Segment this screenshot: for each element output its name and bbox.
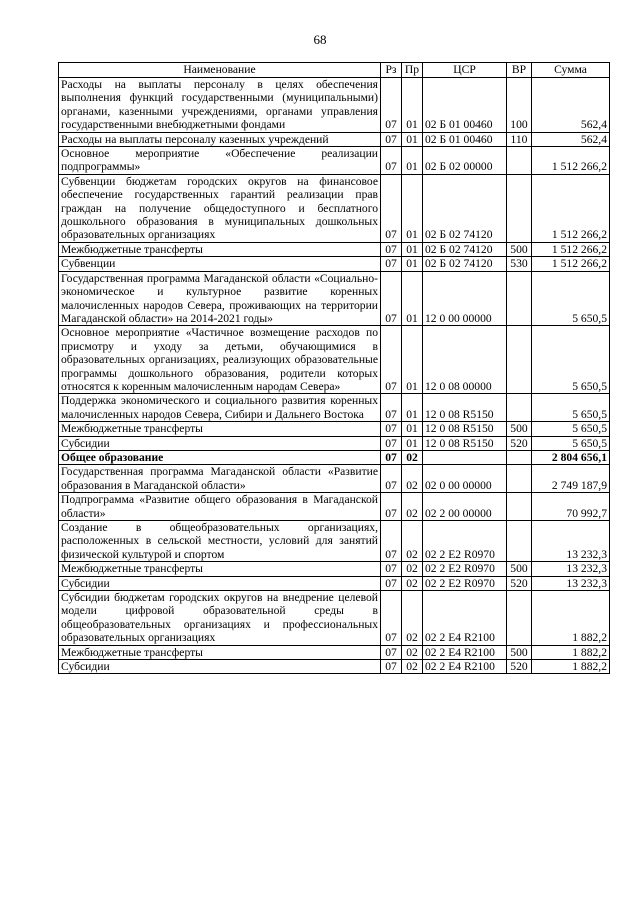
table-row xyxy=(59,271,610,326)
cell-name: Субвенции xyxy=(59,257,381,271)
cell-vr: 500 xyxy=(507,422,532,436)
table-row xyxy=(59,493,610,521)
table-row xyxy=(59,465,610,493)
cell-name: Межбюджетные трансферты xyxy=(59,422,381,436)
cell-vr xyxy=(507,147,532,175)
cell-rz: 07 xyxy=(381,147,402,175)
cell-rz: 07 xyxy=(381,645,402,659)
cell-pr: 02 xyxy=(402,645,423,659)
cell-csr: 12 0 08 R5150 xyxy=(423,436,507,450)
table-row xyxy=(59,242,610,256)
cell-pr: 01 xyxy=(402,422,423,436)
cell-csr: 02 2 E2 R0970 xyxy=(423,562,507,576)
budget-table xyxy=(58,62,610,674)
column-header-csr: ЦСР xyxy=(423,63,507,78)
table-row xyxy=(59,257,610,271)
cell-rz: 07 xyxy=(381,271,402,326)
cell-rz: 07 xyxy=(381,465,402,493)
cell-vr: 110 xyxy=(507,132,532,146)
cell-pr: 01 xyxy=(402,326,423,394)
cell-vr xyxy=(507,394,532,422)
cell-csr: 02 2 E2 R0970 xyxy=(423,521,507,562)
table-row xyxy=(59,521,610,562)
table-row xyxy=(59,576,610,590)
cell-rz: 07 xyxy=(381,394,402,422)
column-header-vr: ВР xyxy=(507,63,532,78)
cell-vr xyxy=(507,271,532,326)
table-body xyxy=(59,78,610,674)
table-row xyxy=(59,174,610,242)
cell-vr: 100 xyxy=(507,78,532,133)
cell-sum: 1 882,2 xyxy=(532,591,610,646)
cell-name: Субвенции бюджетам городских округов на финансовое обеспечение государственных гарантий реализации прав граждан на получение общедоступного и бесплатного дошкольного образования в муниципальных дошкольных образовательных организациях xyxy=(59,174,381,242)
cell-pr: 02 xyxy=(402,450,423,464)
cell-pr: 01 xyxy=(402,174,423,242)
cell-pr: 02 xyxy=(402,576,423,590)
cell-csr: 02 0 00 00000 xyxy=(423,465,507,493)
column-header-rz: Рз xyxy=(381,63,402,78)
cell-sum: 5 650,5 xyxy=(532,326,610,394)
cell-name: Подпрограмма «Развитие общего образования в Магаданской области» xyxy=(59,493,381,521)
cell-csr: 02 2 E4 R2100 xyxy=(423,660,507,674)
cell-pr: 01 xyxy=(402,147,423,175)
cell-vr xyxy=(507,521,532,562)
cell-vr xyxy=(507,493,532,521)
cell-rz: 07 xyxy=(381,591,402,646)
cell-csr: 02 Б 01 00460 xyxy=(423,132,507,146)
cell-name: Поддержка экономического и социального развития коренных малочисленных народов Севера, Сибири и Дальнего Востока xyxy=(59,394,381,422)
table-row xyxy=(59,591,610,646)
cell-csr: 12 0 08 00000 xyxy=(423,326,507,394)
cell-name: Основное мероприятие «Частичное возмещение расходов по присмотру и уходу за детьми, обучающимися в образовательных организациях, реализующих образовательные программы дошкольного образования, родители которых относятся к коренным малочисленным народам Севера» xyxy=(59,326,381,394)
cell-sum: 1 512 266,2 xyxy=(532,257,610,271)
table-row xyxy=(59,645,610,659)
cell-name: Основное мероприятие «Обеспечение реализации подпрограммы» xyxy=(59,147,381,175)
cell-csr xyxy=(423,450,507,464)
cell-pr: 01 xyxy=(402,132,423,146)
cell-sum: 13 232,3 xyxy=(532,562,610,576)
table-header-row xyxy=(59,63,610,78)
cell-csr: 12 0 00 00000 xyxy=(423,271,507,326)
cell-rz: 07 xyxy=(381,422,402,436)
cell-csr: 02 Б 02 00000 xyxy=(423,147,507,175)
cell-pr: 01 xyxy=(402,394,423,422)
cell-pr: 02 xyxy=(402,591,423,646)
cell-name: Межбюджетные трансферты xyxy=(59,242,381,256)
cell-sum: 5 650,5 xyxy=(532,422,610,436)
cell-sum: 1 882,2 xyxy=(532,660,610,674)
cell-sum: 1 882,2 xyxy=(532,645,610,659)
cell-rz: 07 xyxy=(381,257,402,271)
cell-sum: 5 650,5 xyxy=(532,394,610,422)
cell-rz: 07 xyxy=(381,132,402,146)
page-number: 68 xyxy=(313,32,327,47)
cell-sum: 5 650,5 xyxy=(532,271,610,326)
cell-vr xyxy=(507,326,532,394)
cell-vr: 500 xyxy=(507,645,532,659)
cell-rz: 07 xyxy=(381,521,402,562)
cell-sum: 13 232,3 xyxy=(532,521,610,562)
cell-sum: 2 804 656,1 xyxy=(532,450,610,464)
cell-vr xyxy=(507,465,532,493)
cell-pr: 02 xyxy=(402,493,423,521)
table-row xyxy=(59,147,610,175)
cell-name: Общее образование xyxy=(59,450,381,464)
cell-name: Расходы на выплаты персоналу казенных учреждений xyxy=(59,132,381,146)
cell-pr: 01 xyxy=(402,436,423,450)
cell-csr: 12 0 08 R5150 xyxy=(423,394,507,422)
cell-name: Создание в общеобразовательных организациях, расположенных в сельской местности, условий для занятий физической культурой и спортом xyxy=(59,521,381,562)
cell-pr: 01 xyxy=(402,257,423,271)
cell-pr: 02 xyxy=(402,465,423,493)
cell-name: Расходы на выплаты персоналу в целях обеспечения выполнения функций государственными (муниципальными) органами, казенными учреждениями, органами управления государственными внебюджетными фондами xyxy=(59,78,381,133)
cell-name: Государственная программа Магаданской области «Развитие образования в Магаданской области» xyxy=(59,465,381,493)
cell-rz: 07 xyxy=(381,436,402,450)
cell-vr xyxy=(507,591,532,646)
cell-csr: 02 Б 02 74120 xyxy=(423,174,507,242)
cell-name: Субсидии xyxy=(59,660,381,674)
cell-name: Межбюджетные трансферты xyxy=(59,645,381,659)
table-row xyxy=(59,660,610,674)
cell-sum: 13 232,3 xyxy=(532,576,610,590)
cell-csr: 02 2 E2 R0970 xyxy=(423,576,507,590)
cell-csr: 02 2 00 00000 xyxy=(423,493,507,521)
cell-rz: 07 xyxy=(381,493,402,521)
cell-pr: 02 xyxy=(402,660,423,674)
cell-pr: 01 xyxy=(402,242,423,256)
cell-rz: 07 xyxy=(381,562,402,576)
cell-rz: 07 xyxy=(381,450,402,464)
cell-rz: 07 xyxy=(381,78,402,133)
cell-sum: 1 512 266,2 xyxy=(532,147,610,175)
cell-pr: 02 xyxy=(402,562,423,576)
cell-vr xyxy=(507,450,532,464)
cell-name: Межбюджетные трансферты xyxy=(59,562,381,576)
table-row xyxy=(59,422,610,436)
cell-vr: 520 xyxy=(507,576,532,590)
cell-name: Государственная программа Магаданской области «Социально-экономическое и культурное развитие коренных малочисленных народов Севера, проживающих на территории Магаданской области» на 2014-2021 годы» xyxy=(59,271,381,326)
cell-csr: 02 2 E4 R2100 xyxy=(423,591,507,646)
cell-name: Субсидии xyxy=(59,436,381,450)
column-header-name: Наименование xyxy=(59,63,381,78)
cell-vr: 500 xyxy=(507,562,532,576)
cell-sum: 70 992,7 xyxy=(532,493,610,521)
cell-csr: 12 0 08 R5150 xyxy=(423,422,507,436)
cell-sum: 1 512 266,2 xyxy=(532,242,610,256)
table-row xyxy=(59,78,610,133)
cell-rz: 07 xyxy=(381,576,402,590)
cell-rz: 07 xyxy=(381,242,402,256)
cell-csr: 02 Б 02 74120 xyxy=(423,257,507,271)
cell-sum: 562,4 xyxy=(532,132,610,146)
cell-sum: 2 749 187,9 xyxy=(532,465,610,493)
cell-name: Субсидии xyxy=(59,576,381,590)
table-row xyxy=(59,326,610,394)
cell-csr: 02 Б 01 00460 xyxy=(423,78,507,133)
cell-pr: 01 xyxy=(402,271,423,326)
table-row xyxy=(59,436,610,450)
column-header-sum: Сумма xyxy=(532,63,610,78)
cell-vr: 530 xyxy=(507,257,532,271)
table-row xyxy=(59,562,610,576)
column-header-pr: Пр xyxy=(402,63,423,78)
cell-rz: 07 xyxy=(381,660,402,674)
table-row xyxy=(59,450,610,464)
cell-sum: 5 650,5 xyxy=(532,436,610,450)
cell-sum: 562,4 xyxy=(532,78,610,133)
cell-vr: 500 xyxy=(507,242,532,256)
cell-rz: 07 xyxy=(381,326,402,394)
table-row xyxy=(59,394,610,422)
cell-sum: 1 512 266,2 xyxy=(532,174,610,242)
cell-vr: 520 xyxy=(507,660,532,674)
cell-csr: 02 Б 02 74120 xyxy=(423,242,507,256)
cell-csr: 02 2 E4 R2100 xyxy=(423,645,507,659)
cell-name: Субсидии бюджетам городских округов на внедрение целевой модели цифровой образовательной среды в общеобразовательных организациях и профессиональных образовательных организациях xyxy=(59,591,381,646)
cell-vr xyxy=(507,174,532,242)
cell-pr: 02 xyxy=(402,521,423,562)
table-row xyxy=(59,132,610,146)
cell-pr: 01 xyxy=(402,78,423,133)
cell-vr: 520 xyxy=(507,436,532,450)
cell-rz: 07 xyxy=(381,174,402,242)
